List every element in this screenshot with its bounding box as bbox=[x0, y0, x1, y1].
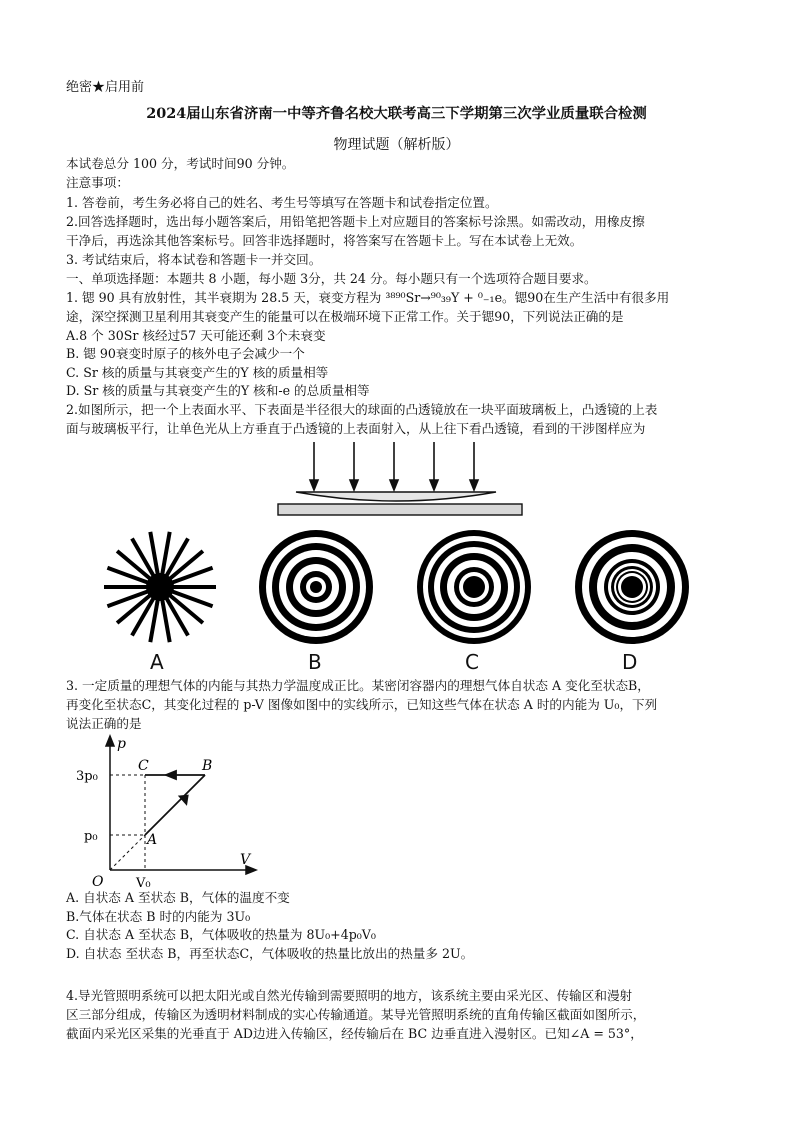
q2-line: 2.如图所示，把一个上表面水平、下表面是半径很大的球面的凸透镜放在一块平面玻璃板上，凸透镜的上表 bbox=[66, 402, 658, 417]
pattern-c-figure bbox=[414, 527, 534, 647]
pattern-label: C bbox=[465, 650, 479, 674]
pattern-label: D bbox=[622, 650, 638, 674]
q1-option: C. Sr 核的质量与其衰变产生的Y 核的质量相等 bbox=[66, 365, 329, 380]
q1-line: 途，深空探测卫星利用其衰变产生的能量可以在极端环境下正常工作。关于锶90，下列说法正确的是 bbox=[66, 309, 624, 324]
intro-line: 2.回答选择题时，选出每小题答案后，用铅笔把答题卡上对应题目的答案标号涂黑。如需改动，用橡皮擦 bbox=[66, 214, 645, 229]
y-tick-p0: p₀ bbox=[84, 829, 98, 844]
light-arrow-icon bbox=[470, 442, 478, 490]
q3-line: 再变化至状态C，其变化过程的 p-V 图像如图中的实线所示，已知这些气体在状态 A 时的内能为 U₀，下列 bbox=[66, 697, 658, 712]
page-subtitle: 物理试题（解析版） bbox=[333, 137, 460, 153]
intro-line: 注意事项： bbox=[66, 175, 129, 190]
q3-option: D. 自状态 至状态 B，再至状态C，气体吸收的热量比放出的热量多 2U。 bbox=[66, 946, 474, 961]
intro-line: 3. 考试结束后，将本试卷和答题卡一并交回。 bbox=[66, 252, 322, 267]
intro-line: 本试卷总分 100 分，考试时间90 分钟。 bbox=[66, 156, 295, 171]
point-c-label: C bbox=[138, 758, 149, 774]
p-axis-label: p bbox=[117, 736, 126, 752]
v-axis-label: V bbox=[240, 852, 251, 868]
point-b-label: B bbox=[202, 758, 213, 774]
section-heading: 一、单项选择题：本题共 8 小题，每小题 3分，共 24 分。每小题只有一个选项符合题目要求。 bbox=[66, 271, 597, 286]
pattern-label: B bbox=[308, 650, 322, 674]
q3-option: B.气体在状态 B 时的内能为 3U₀ bbox=[66, 909, 251, 924]
light-arrow-icon bbox=[430, 442, 438, 490]
lens-figure bbox=[270, 440, 530, 520]
pattern-a-figure bbox=[100, 527, 220, 647]
q3-option: C. 自状态 A 至状态 B，气体吸收的热量为 8U₀+4p₀V₀ bbox=[66, 927, 376, 942]
q3-line: 3. 一定质量的理想气体的内能与其热力学温度成正比。某密闭容器内的理想气体自状态 A 变化至状态B， bbox=[66, 678, 650, 693]
x-tick-v0: V₀ bbox=[136, 876, 151, 890]
origin-label: O bbox=[92, 874, 104, 890]
point-a-label: A bbox=[147, 832, 158, 848]
intro-line: 1. 答卷前，考生务必将自己的姓名、考生号等填写在答题卡和试卷指定位置。 bbox=[66, 195, 498, 210]
glass-plate bbox=[278, 504, 522, 515]
y-tick-3p0: 3p₀ bbox=[76, 769, 98, 784]
light-arrow-icon bbox=[390, 442, 398, 490]
light-arrow-icon bbox=[310, 442, 318, 490]
q1-option: A.8 个 30Sr 核经过57 天可能还剩 3个未衰变 bbox=[66, 328, 326, 343]
light-arrow-icon bbox=[350, 442, 358, 490]
pattern-label: A bbox=[150, 650, 164, 674]
convex-lens bbox=[296, 492, 496, 501]
page-title: 2024届山东省济南一中等齐鲁名校大联考高三下学期第三次学业质量联合检测 bbox=[146, 105, 647, 122]
q1-option: B. 锶 90衰变时原子的核外电子会减少一个 bbox=[66, 346, 305, 361]
q4-line: 区三部分组成，传输区为透明材料制成的实心传输通道。某导光管照明系统的直角传输区截面如图所示， bbox=[66, 1007, 646, 1022]
q3-option: A. 自状态 A 至状态 B，气体的温度不变 bbox=[66, 890, 290, 905]
q1-line: 1. 锶 90 具有放射性，其半衰期为 28.5 天，衰变方程为 ³⁸⁹⁰Sr→⁹⁰₃₉Y + ⁰₋₁e。锶90在生产生活中有很多用 bbox=[66, 290, 670, 305]
secret-label: 绝密★启用前 bbox=[66, 80, 145, 95]
intro-line: 干净后，再选涂其他答案标号。回答非选择题时，将答案写在答题卡上。写在本试卷上无效。 bbox=[66, 233, 583, 248]
q4-line: 截面内采光区采集的光垂直于 AD边进入传输区，经传输后在 BC 边垂直进入漫射区。已知∠A = 53°， bbox=[66, 1026, 643, 1041]
q4-line: 4.导光管照明系统可以把太阳光或自然光传输到需要照明的地方，该系统主要由采光区、传输区和漫射 bbox=[66, 988, 633, 1003]
q3-line: 说法正确的是 bbox=[66, 716, 142, 731]
q2-line: 面与玻璃板平行，让单色光从上方垂直于凸透镜的上表面射入，从上往下看凸透镜，看到的干涉图样应为 bbox=[66, 421, 646, 436]
pattern-b-figure bbox=[256, 527, 376, 647]
q1-option: D. Sr 核的质量与其衰变产生的Y 核和-e 的总质量相等 bbox=[66, 383, 370, 398]
pattern-d-figure bbox=[572, 527, 692, 647]
pv-graph bbox=[70, 730, 260, 890]
